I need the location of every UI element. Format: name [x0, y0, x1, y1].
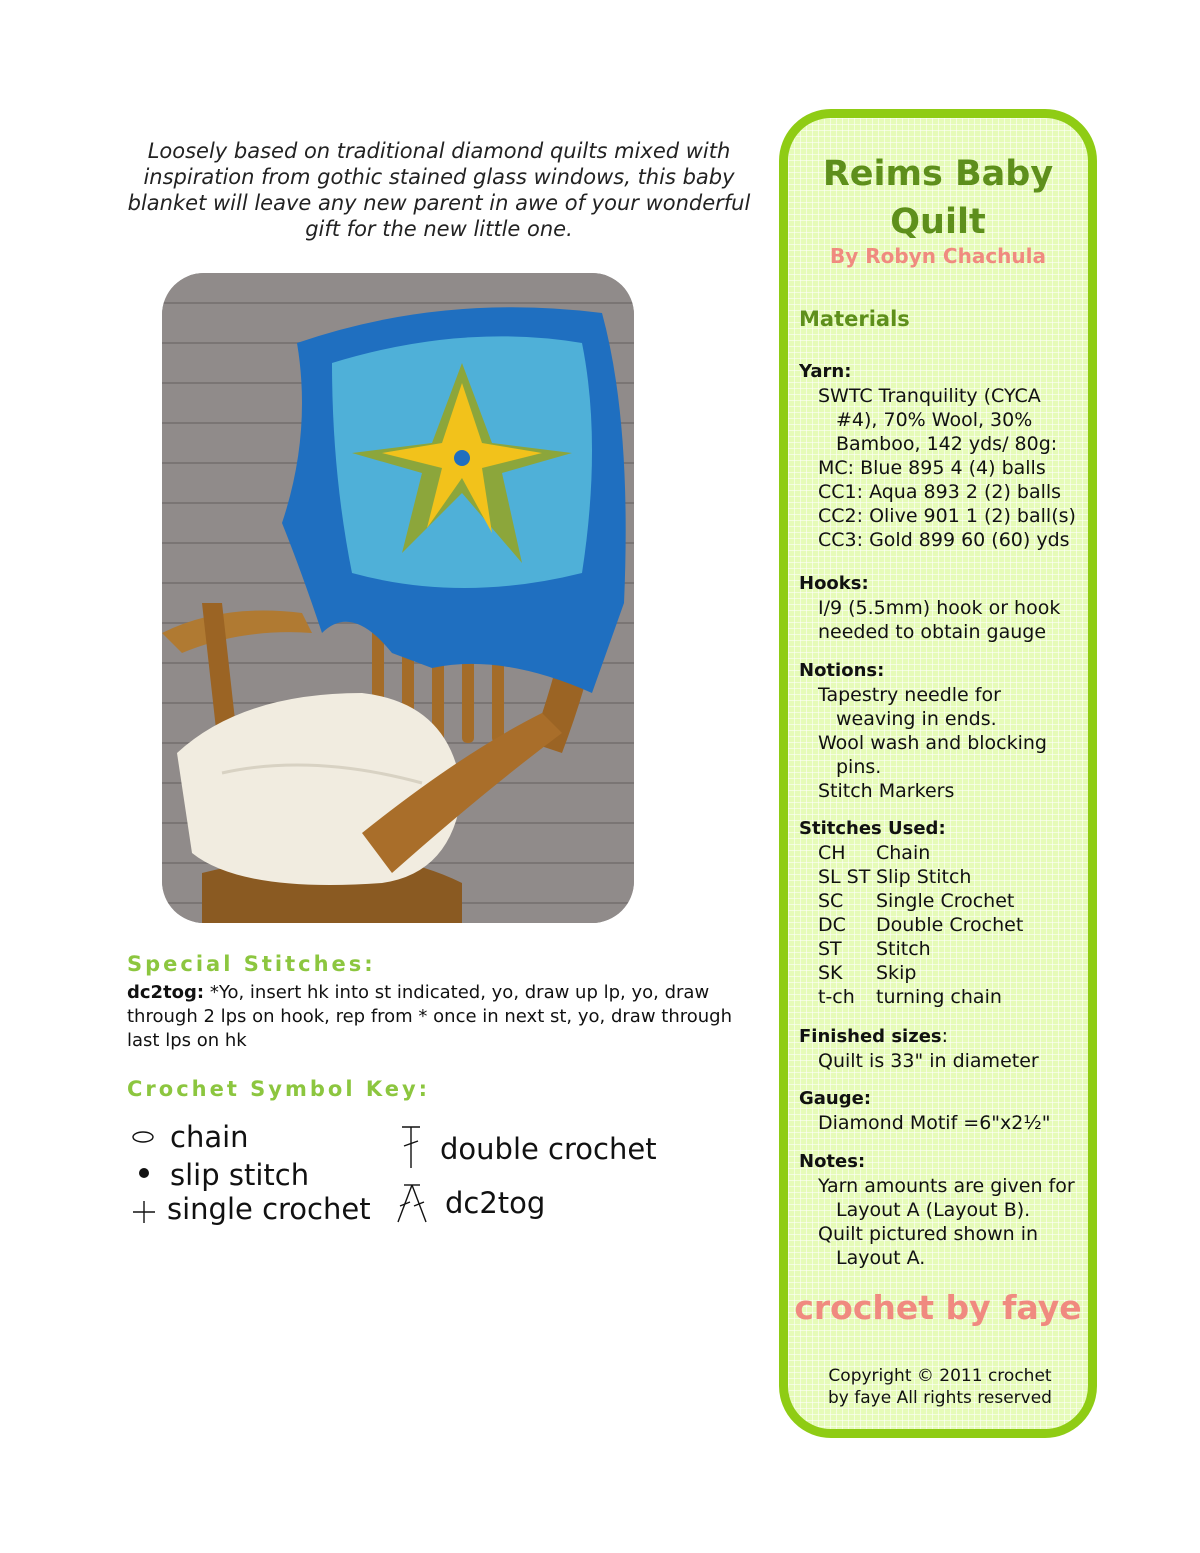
key-double-crochet: double crochet — [440, 1132, 657, 1166]
dc2tog-description: *Yo, insert hk into st indicated, yo, draw up lp, yo, draw through 2 lps on hook, rep from * once in next st, yo, draw through last lps on hk — [127, 982, 733, 1051]
quilt-photo — [162, 273, 634, 923]
special-stitches-text — [127, 981, 747, 1053]
key-single-crochet: single crochet — [167, 1192, 371, 1226]
materials-heading: Materials — [799, 307, 910, 331]
copyright-notice: Copyright © 2011 crochet by faye All rights reserved — [828, 1366, 1052, 1408]
key-slip-stitch: slip stitch — [170, 1158, 310, 1192]
stitches-section: Stitches Used: CH Chain SL ST Slip Stitch SC Single Crochet DC Double Crochet ST Stitch SK Skip t-ch turning chain — [799, 818, 1024, 1008]
key-chain: chain — [170, 1120, 249, 1154]
brand-name: crochet by faye — [794, 1288, 1082, 1327]
dc2tog-symbol-icon — [394, 1182, 430, 1224]
symbol-key-heading: Crochet Symbol Key: — [127, 1077, 431, 1101]
yarn-section: Yarn: SWTC Tranquility (CYCA #4), 70% Wool, 30% Bamboo, 142 yds/ 80g: MC: Blue 895 4 (4) balls CC1: Aqua 893 2 (2) balls CC2: Olive 901 1 (2) ball(s) CC3: Gold 899 60 (60) yds — [799, 361, 1076, 551]
pattern-author: By Robyn Chachula — [829, 244, 1047, 268]
single-crochet-symbol-icon — [131, 1199, 157, 1225]
double-crochet-symbol-icon — [398, 1124, 424, 1170]
finished-size-section: Finished sizes: Quilt is 33" in diameter — [799, 1025, 1039, 1072]
key-dc2tog: dc2tog — [445, 1186, 546, 1220]
slip-stitch-symbol-icon — [134, 1163, 154, 1183]
dc2tog-term: dc2tog: — [127, 982, 205, 1003]
pattern-title: Reims Baby Quilt — [822, 154, 1054, 242]
special-stitches-heading: Special Stitches: — [127, 952, 376, 976]
chain-symbol-icon — [130, 1130, 156, 1144]
intro-text: Loosely based on traditional diamond quilts mixed with inspiration from gothic stained glass windows, this baby blanket will leave any new parent in awe of your wonderful gift for the new little one. — [127, 139, 751, 241]
hooks-section: Hooks: I/9 (5.5mm) hook or hook needed to obtain gauge — [799, 573, 1061, 643]
notions-section: Notions: Tapestry needle for weaving in ends. Wool wash and blocking pins. Stitch Markers — [799, 660, 1047, 802]
materials-sidebar — [779, 109, 1097, 1438]
gauge-section: Gauge: Diamond Motif =6"x2½" — [799, 1088, 1051, 1134]
notes-section: Notes: Yarn amounts are given for Layout A (Layout B). Quilt pictured shown in Layout A. — [799, 1151, 1075, 1269]
